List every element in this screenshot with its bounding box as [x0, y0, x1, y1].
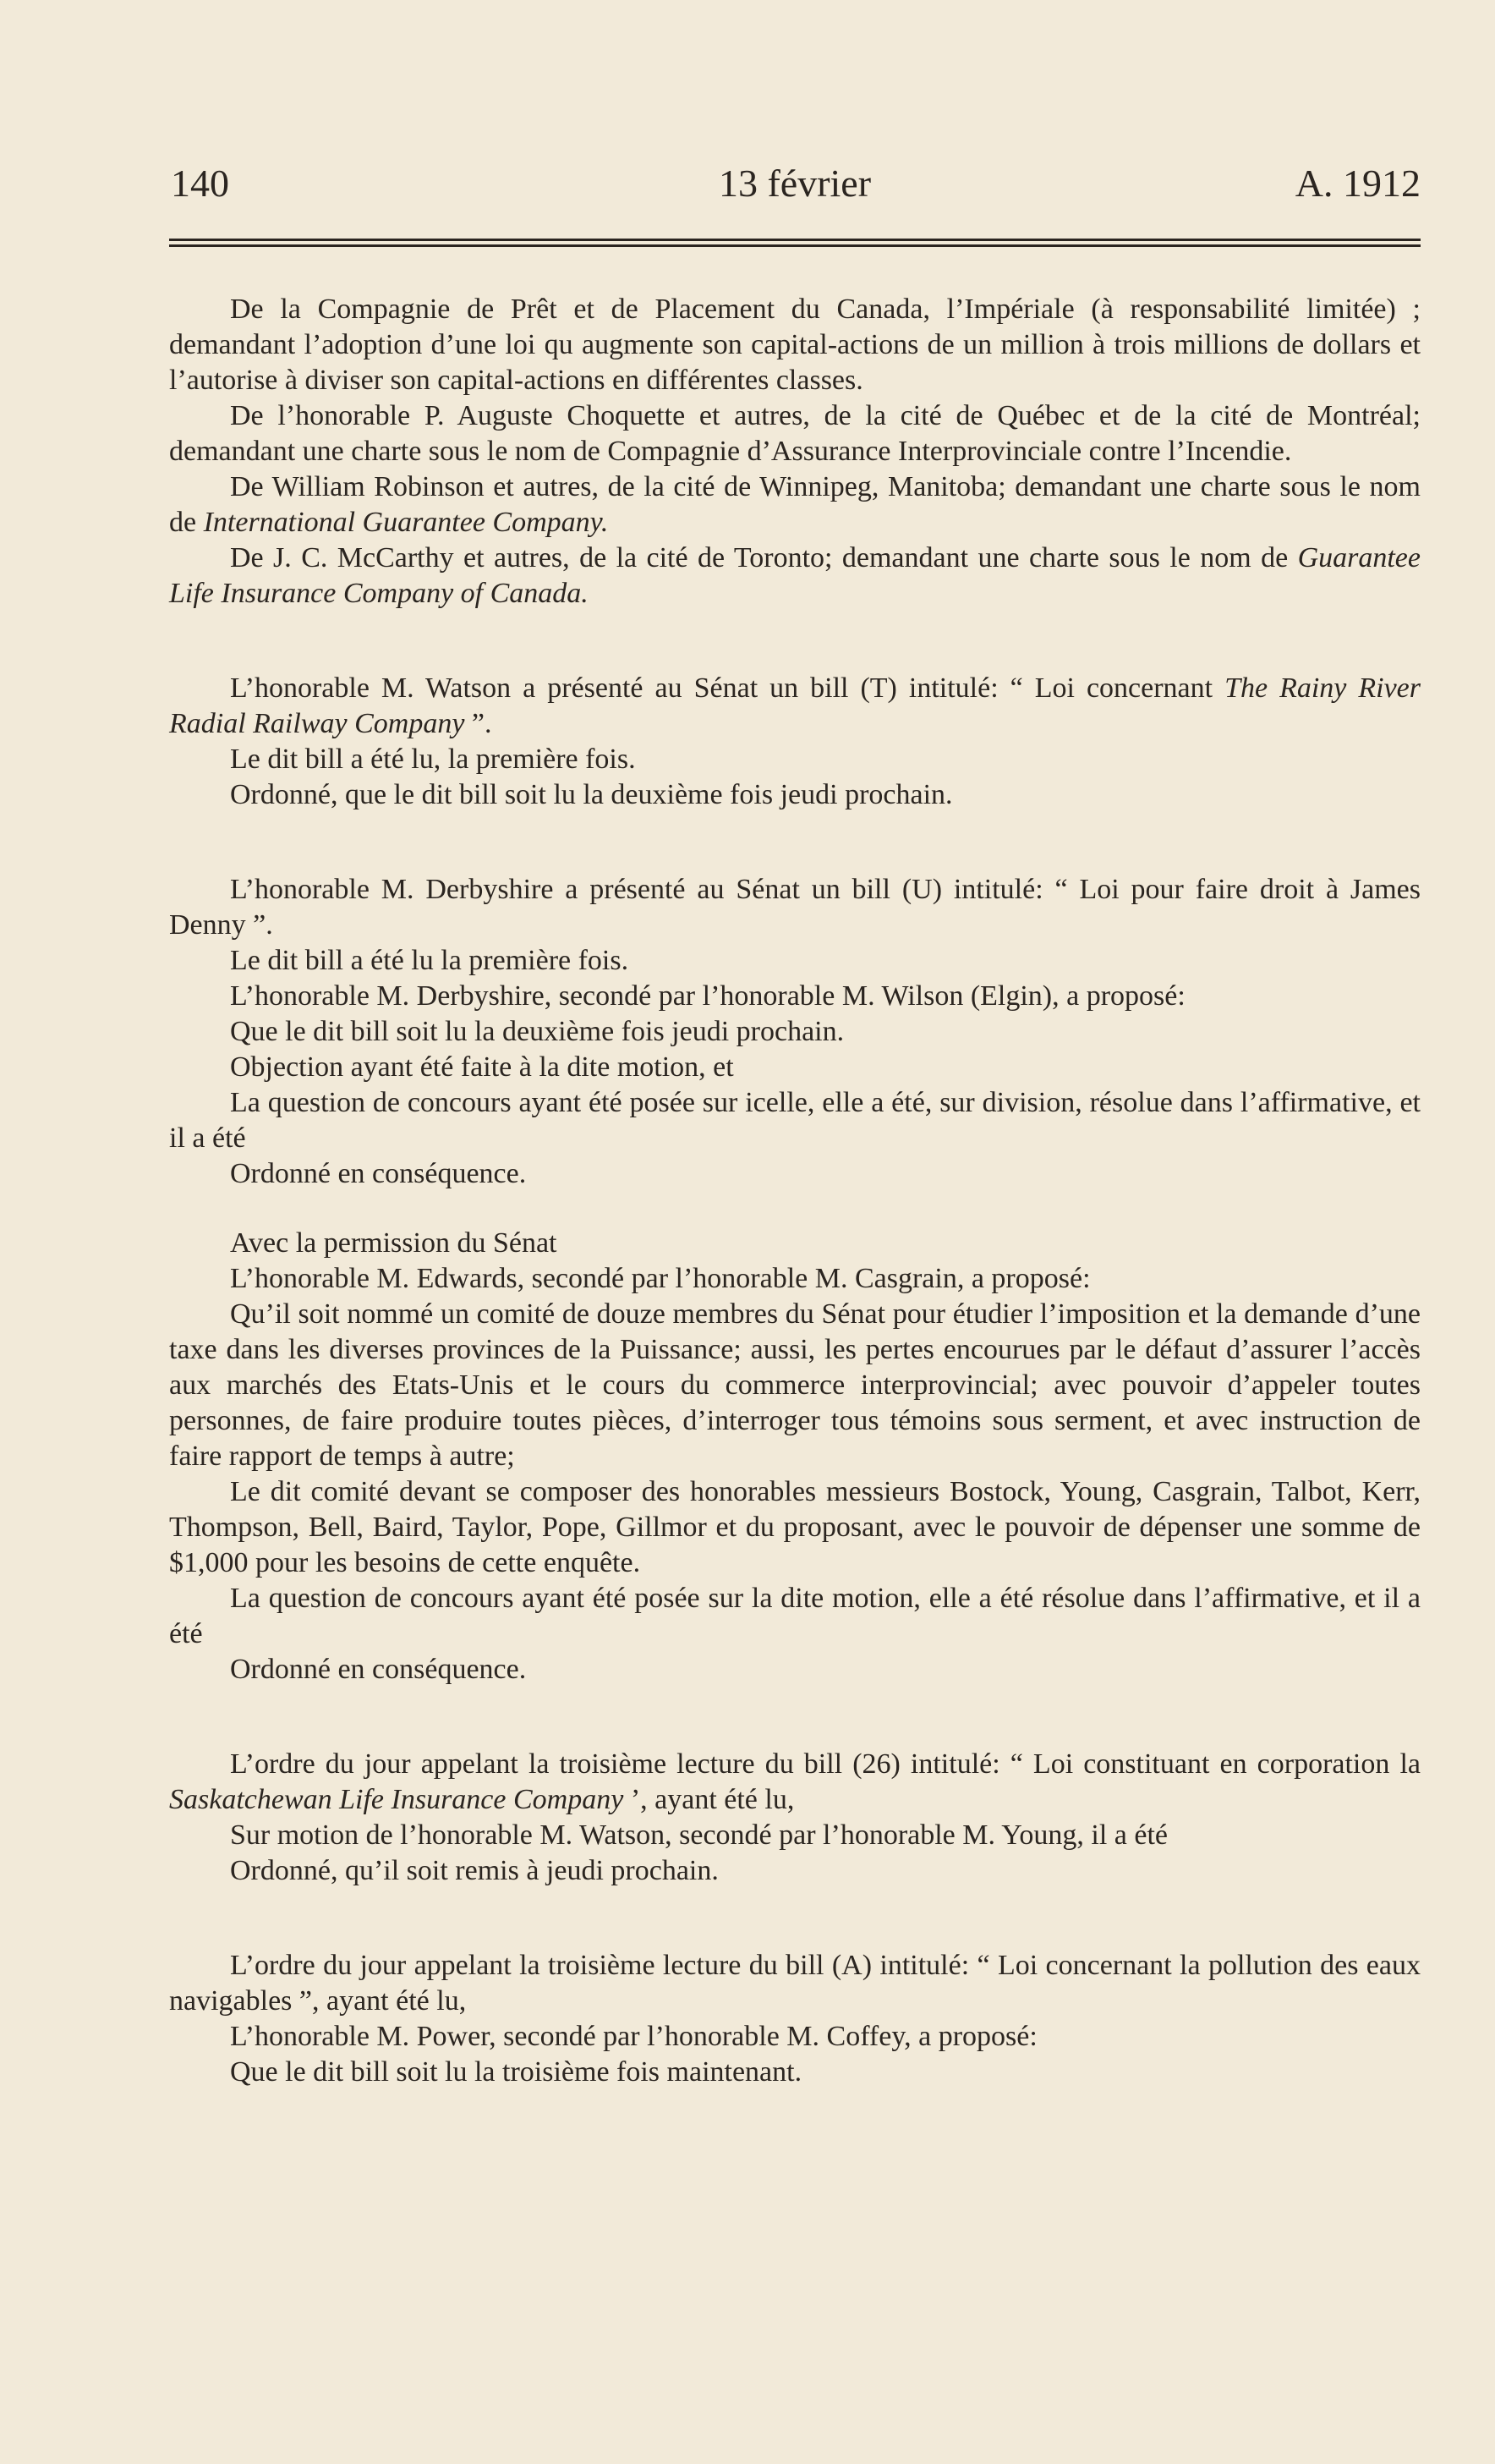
paragraph: Ordonné en conséquence. [230, 1158, 527, 1189]
header-double-rule [169, 239, 1421, 247]
section-bill-t [169, 671, 1421, 813]
paragraph: La question de concours ayant été posée sur la dite motion, elle a été résolue dans l’affirmative, et il a été [169, 1583, 1421, 1649]
paragraph: Que le dit bill soit lu la troisième fois maintenant. [230, 2056, 802, 2088]
paragraph: L’ordre du jour appelant la troisième lecture du bill (A) intitulé: “ Loi concernant la pollution des eaux navigables ”, ayant été lu, [169, 1950, 1421, 2017]
paragraph: Le dit bill a été lu, la première fois. [230, 744, 636, 775]
paragraph: L’honorable M. Derbyshire a présenté au Sénat un bill (U) intitulé: “ Loi pour faire droit à James Denny ”. [169, 874, 1421, 941]
section-bill-a [169, 1948, 1421, 2090]
paragraph: Le dit bill a été lu la première fois. [230, 945, 629, 976]
section-bill-26 [169, 1747, 1421, 1889]
paragraph: Ordonné, que le dit bill soit lu la deuxième fois jeudi prochain. [230, 779, 953, 810]
paragraph: Qu’il soit nommé un comité de douze membres du Sénat pour étudier l’imposition et la demande d’une taxe dans les diverses provinces de la Puissance; aussi, les pertes encourues par le défaut d’assurer l’accès aux marchés des Etats-Unis et le cours du commerce interprovincial; avec pouvoir d’appeler toutes personnes, de faire produire toutes pièces, d’interroger tous témoins sous serment, et avec instruction de faire rapport de temps à autre; [169, 1298, 1421, 1472]
page-body [169, 292, 1421, 2149]
section-committee [169, 1226, 1421, 1687]
paragraph: La question de concours ayant été posée sur icelle, elle a été, sur division, résolue dans l’affirmative, et il a été [169, 1087, 1421, 1154]
paragraph: Sur motion de l’honorable M. Watson, secondé par l’honorable M. Young, il a été [230, 1819, 1169, 1851]
paragraph: Que le dit bill soit lu la deuxième fois jeudi prochain. [230, 1016, 845, 1047]
page-year: A. 1912 [1295, 162, 1421, 205]
section-petitions [169, 292, 1421, 612]
paragraph: L’honorable M. Derbyshire, secondé par l’honorable M. Wilson (Elgin), a proposé: [230, 980, 1186, 1012]
paragraph: L’honorable M. Power, secondé par l’honorable M. Coffey, a proposé: [230, 2021, 1038, 2052]
paragraph: Le dit comité devant se composer des honorables messieurs Bostock, Young, Casgrain, Talbot, Kerr, Thompson, Bell, Baird, Taylor, Pope, Gillmor et du proposant, avec le pouvoir de dépenser une somme de $1,000 pour les besoins de cette enquête. [169, 1476, 1421, 1578]
paragraph: L’honorable M. Edwards, secondé par l’honorable M. Casgrain, a proposé: [230, 1263, 1091, 1294]
journal-page [169, 152, 1421, 2088]
paragraph: De l’honorable P. Auguste Choquette et autres, de la cité de Québec et de la cité de Montréal; demandant une charte sous le nom de Compagnie d’Assurance Interprovinciale contre l’Incendie. [169, 400, 1421, 467]
page-header [169, 152, 1421, 220]
paragraph: Avec la permission du Sénat [230, 1227, 557, 1259]
paragraph: L’honorable M. Watson a présenté au Sénat un bill (T) intitulé: “ Loi concernant The Rainy River Radial Railway Company ”. [169, 672, 1421, 739]
paragraph: Ordonné, qu’il soit remis à jeudi prochain. [230, 1855, 719, 1886]
page-date: 13 février [718, 162, 872, 205]
paragraph: De J. C. McCarthy et autres, de la cité de Toronto; demandant une charte sous le nom de Guarantee Life Insurance Company of Canada. [169, 542, 1421, 609]
paragraph: De la Compagnie de Prêt et de Placement du Canada, l’Impériale (à responsabilité limitée) ; demandant l’adoption d’une loi qu augmente son capital-actions de un million à trois millions de dollars et l’autorise à diviser son capital-actions en différentes classes. [169, 294, 1421, 396]
section-bill-u [169, 872, 1421, 1192]
paragraph: Ordonné en conséquence. [230, 1654, 527, 1685]
paragraph: De William Robinson et autres, de la cité de Winnipeg, Manitoba; demandant une charte sous le nom de International Guarantee Company. [169, 471, 1421, 538]
page-number: 140 [171, 162, 229, 205]
paragraph: L’ordre du jour appelant la troisième lecture du bill (26) intitulé: “ Loi constituant en corporation la Saskatchewan Life Insurance Company ’, ayant été lu, [169, 1748, 1421, 1815]
paragraph: Objection ayant été faite à la dite motion, et [230, 1051, 734, 1083]
